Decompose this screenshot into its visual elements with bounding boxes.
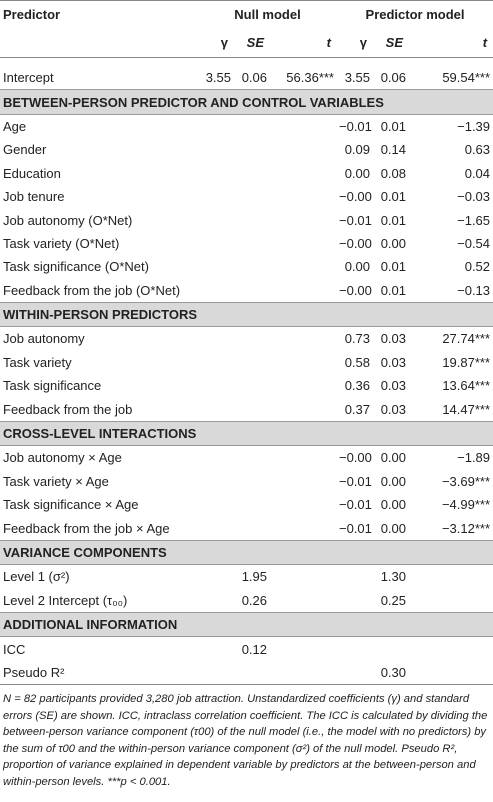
table-row xyxy=(0,162,493,185)
cell xyxy=(198,516,234,540)
row-label: Task significance xyxy=(3,378,102,394)
cell: −0.01 xyxy=(339,497,372,513)
cell xyxy=(234,208,270,231)
table-row xyxy=(0,637,493,661)
cell xyxy=(234,114,270,138)
cell: −0.13 xyxy=(457,282,491,298)
cell: 19.87*** xyxy=(442,354,491,370)
cell: 0.30 xyxy=(373,661,409,685)
table-note: N = 82 participants provided 3,280 job attraction. Unstandardized coefficients (γ) and standard errors (SE) are shown. ICC, intraclass correlation coefficient. The ICC is calculated by dividing the between-person variance component (τ00) of the null model (i.e., the model with no predictors) by the sum of τ00 and the within-person variance component (σ²) of the null model. Pseudo R², proportion of variance explained in dependent variable by predictors at the between-person and within-person levels. ***p < 0.001. xyxy=(3,693,488,788)
cell: −3.69*** xyxy=(441,473,491,489)
cell: 56.36*** xyxy=(286,70,334,86)
cell xyxy=(270,279,337,303)
row-label: Feedback from the job × Age xyxy=(3,520,170,536)
cell: 0.26 xyxy=(241,592,267,608)
cell xyxy=(198,232,234,255)
row-label: Gender xyxy=(3,142,47,158)
cell: 0.52 xyxy=(464,259,491,275)
table-row xyxy=(0,661,493,685)
row-label: Job autonomy × Age xyxy=(3,450,122,466)
section-header-between xyxy=(0,90,493,114)
cell: 0.25 xyxy=(380,592,406,608)
pred-t-header: t xyxy=(409,27,493,58)
cell xyxy=(270,327,337,351)
cell xyxy=(270,162,337,185)
row-label: Education xyxy=(3,165,61,181)
cell: −0.00 xyxy=(339,450,372,466)
cell xyxy=(234,470,270,493)
row-label: Age xyxy=(3,118,27,134)
cell: −0.03 xyxy=(457,189,491,205)
null-gamma-header: γ xyxy=(198,27,234,58)
cell xyxy=(270,470,337,493)
section-title: WITHIN-PERSON PREDICTORS xyxy=(0,302,493,326)
cell: 0.06 xyxy=(241,70,267,86)
cell: −1.39 xyxy=(457,118,491,134)
pred-gamma-header: γ xyxy=(337,27,373,58)
row-label: Task variety xyxy=(3,354,72,370)
cell: −0.00 xyxy=(339,235,372,251)
cell xyxy=(198,637,234,661)
table-row xyxy=(0,327,493,351)
section-title: CROSS-LEVEL INTERACTIONS xyxy=(0,421,493,445)
table-row xyxy=(0,589,493,613)
section-title: VARIANCE COMPONENTS xyxy=(0,540,493,564)
cell: 14.47*** xyxy=(442,401,491,417)
cell: 1.95 xyxy=(241,569,267,585)
table-row xyxy=(0,114,493,138)
section-title: ADDITIONAL INFORMATION xyxy=(0,612,493,636)
cell xyxy=(337,661,373,685)
cell xyxy=(198,589,234,613)
cell: −0.01 xyxy=(339,118,372,134)
row-label: Task significance (O*Net) xyxy=(3,259,149,275)
cell: 0.04 xyxy=(464,165,491,181)
table-row xyxy=(0,185,493,208)
header-row-groups xyxy=(0,1,493,28)
cell xyxy=(198,208,234,231)
cell xyxy=(270,397,337,421)
cell: 0.58 xyxy=(344,354,370,370)
cell xyxy=(270,565,337,589)
cell xyxy=(198,374,234,397)
cell xyxy=(198,493,234,516)
cell: 0.09 xyxy=(344,142,370,158)
cell xyxy=(270,255,337,278)
cell xyxy=(270,374,337,397)
spacer-row xyxy=(0,58,493,67)
cell: 0.73 xyxy=(344,331,370,347)
cell xyxy=(198,279,234,303)
cell xyxy=(198,185,234,208)
cell: 59.54*** xyxy=(442,70,491,86)
table-row xyxy=(0,255,493,278)
cell: −0.54 xyxy=(457,235,491,251)
cell: 0.00 xyxy=(344,165,370,181)
table-row xyxy=(0,397,493,421)
section-header-variance xyxy=(0,540,493,564)
cell xyxy=(198,351,234,374)
cell xyxy=(234,493,270,516)
cell xyxy=(198,446,234,470)
row-label: Intercept xyxy=(3,70,54,86)
table-row xyxy=(0,516,493,540)
table-row xyxy=(0,493,493,516)
cell xyxy=(198,661,234,685)
cell: 0.03 xyxy=(380,401,406,417)
cell xyxy=(198,138,234,161)
table-row xyxy=(0,232,493,255)
cell: 0.63 xyxy=(464,142,491,158)
cell xyxy=(373,637,409,661)
row-label: Job tenure xyxy=(3,189,65,205)
cell xyxy=(234,232,270,255)
cell: 0.00 xyxy=(380,473,406,489)
cell: 3.55 xyxy=(205,70,231,86)
section-title: BETWEEN-PERSON PREDICTOR AND CONTROL VARIABLES xyxy=(0,90,493,114)
null-model-header: Null model xyxy=(198,1,337,28)
cell xyxy=(234,516,270,540)
cell xyxy=(270,589,337,613)
cell: 0.01 xyxy=(380,189,406,205)
cell: 0.06 xyxy=(380,70,406,86)
cell: −0.01 xyxy=(339,212,372,228)
cell xyxy=(270,208,337,231)
cell xyxy=(270,661,337,685)
predictor-model-header: Predictor model xyxy=(337,1,493,28)
cell xyxy=(234,351,270,374)
cell: 0.00 xyxy=(380,450,406,466)
table-row xyxy=(0,208,493,231)
cell: −1.65 xyxy=(457,212,491,228)
cell: −3.12*** xyxy=(441,520,491,536)
intercept-row xyxy=(0,66,493,90)
pred-se-header: SE xyxy=(373,27,409,58)
cell: 0.03 xyxy=(380,378,406,394)
cell: 0.00 xyxy=(380,235,406,251)
cell xyxy=(270,232,337,255)
cell: −0.01 xyxy=(339,473,372,489)
row-label: Task significance × Age xyxy=(3,497,139,513)
cell: −0.01 xyxy=(339,520,372,536)
row-label: Job autonomy xyxy=(3,331,85,347)
cell xyxy=(198,327,234,351)
table-row xyxy=(0,374,493,397)
cell xyxy=(234,327,270,351)
cell xyxy=(409,661,493,685)
section-header-cross xyxy=(0,421,493,445)
cell xyxy=(234,162,270,185)
cell: 0.08 xyxy=(380,165,406,181)
row-label: Feedback from the job (O*Net) xyxy=(3,282,181,298)
cell: 0.00 xyxy=(344,259,370,275)
row-label: Level 1 (σ²) xyxy=(3,569,70,585)
cell xyxy=(409,637,493,661)
cell: 0.03 xyxy=(380,354,406,370)
cell: −0.00 xyxy=(339,189,372,205)
cell xyxy=(270,185,337,208)
cell: 13.64*** xyxy=(442,378,491,394)
cell xyxy=(234,255,270,278)
cell xyxy=(270,114,337,138)
cell: −1.89 xyxy=(457,450,491,466)
cell: 0.03 xyxy=(380,331,406,347)
cell: 0.01 xyxy=(380,282,406,298)
cell: 0.00 xyxy=(380,497,406,513)
cell xyxy=(198,255,234,278)
row-label: ICC xyxy=(3,641,26,657)
cell: 0.00 xyxy=(380,520,406,536)
row-label: Pseudo R² xyxy=(0,661,198,685)
cell: 27.74*** xyxy=(442,331,491,347)
predictor-header: Predictor xyxy=(0,1,198,28)
row-label: Level 2 Intercept (τ₀₀) xyxy=(3,592,128,608)
cell xyxy=(270,516,337,540)
cell xyxy=(234,185,270,208)
cell xyxy=(234,374,270,397)
cell xyxy=(337,565,373,589)
null-se-header: SE xyxy=(234,27,270,58)
table-row xyxy=(0,470,493,493)
cell: −0.00 xyxy=(339,282,372,298)
cell: 0.36 xyxy=(344,378,370,394)
cell xyxy=(409,589,493,613)
header-row-columns xyxy=(0,27,493,58)
cell xyxy=(198,162,234,185)
cell xyxy=(234,397,270,421)
cell xyxy=(270,351,337,374)
cell xyxy=(337,637,373,661)
table-row xyxy=(0,279,493,303)
cell xyxy=(270,637,337,661)
table-row xyxy=(0,351,493,374)
cell xyxy=(198,470,234,493)
cell: 0.37 xyxy=(344,401,370,417)
cell xyxy=(198,565,234,589)
cell: 0.14 xyxy=(380,142,406,158)
null-t-header: t xyxy=(270,27,337,58)
cell xyxy=(198,114,234,138)
cell xyxy=(234,661,270,685)
table-row xyxy=(0,446,493,470)
cell xyxy=(270,138,337,161)
cell xyxy=(270,493,337,516)
cell xyxy=(198,397,234,421)
row-label: Task variety (O*Net) xyxy=(3,235,120,251)
section-header-additional xyxy=(0,612,493,636)
row-label: Feedback from the job xyxy=(3,401,133,417)
cell: 0.12 xyxy=(241,641,267,657)
cell: 0.01 xyxy=(380,118,406,134)
cell: 0.01 xyxy=(380,212,406,228)
cell: 0.01 xyxy=(380,259,406,275)
cell xyxy=(234,446,270,470)
cell xyxy=(270,446,337,470)
cell xyxy=(234,279,270,303)
cell: 3.55 xyxy=(344,70,370,86)
row-label: Job autonomy (O*Net) xyxy=(3,212,133,228)
cell: −4.99*** xyxy=(441,497,491,513)
cell xyxy=(409,565,493,589)
row-label: Task variety × Age xyxy=(3,473,109,489)
cell xyxy=(234,138,270,161)
section-header-within xyxy=(0,302,493,326)
cell: 1.30 xyxy=(380,569,406,585)
blank-header xyxy=(0,27,198,58)
table-row xyxy=(0,138,493,161)
table-row xyxy=(0,565,493,589)
cell xyxy=(337,589,373,613)
